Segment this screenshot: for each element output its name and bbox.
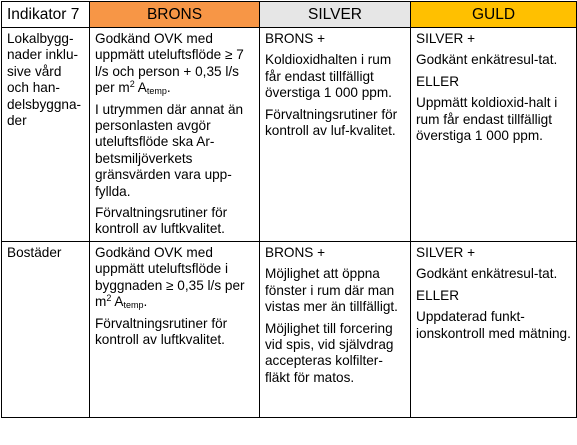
guld-cell — [411, 242, 577, 418]
header-indicator: Indikator 7 — [2, 2, 90, 28]
silver-cell — [260, 28, 411, 242]
table-row — [2, 242, 577, 418]
guld-requirement-function-check: Uppdaterad funkt-ionskontroll med mätning. — [416, 309, 571, 341]
brons-requirement-flow — [95, 245, 254, 311]
brons-text: Godkänd OVK med uppmätt uteluftsflöde ≥ 7 l/s och person + 0,35 l/s per m — [95, 31, 244, 96]
guld-requirement-survey: Godkänt enkätresul-tat. — [416, 266, 558, 282]
guld-base: SILVER + — [416, 31, 476, 46]
guld-requirement-survey: Godkänt enkätresul-tat. — [416, 52, 558, 68]
header-guld: GULD — [411, 2, 577, 28]
brons-text: Godkänd OVK med uppmätt uteluftsflöde i byggnaden ≥ 0,35 l/s per m — [95, 245, 245, 310]
guld-or: ELLER — [416, 73, 460, 89]
row-label-cell — [2, 242, 90, 418]
silver-requirement-windows: Möjlighet att öppna fönster i rum där man vistas mer än tillfälligt. — [265, 266, 398, 315]
sentence-end: . — [166, 80, 171, 96]
area-symbol: A — [134, 80, 147, 96]
guld-requirement-co2: Uppmätt koldioxid-halt i rum får endast tillfälligt överstiga 1 000 ppm. — [416, 95, 558, 144]
row-label: Bostäder — [7, 245, 62, 260]
unit-exponent: 2 — [129, 79, 135, 90]
area-subscript: temp — [146, 86, 167, 97]
brons-cell — [90, 28, 260, 242]
unit-exponent: 2 — [106, 293, 112, 304]
silver-cell — [260, 242, 411, 418]
brons-requirement-flow — [95, 31, 254, 97]
silver-base: BRONS + — [265, 31, 326, 46]
indicator-table — [1, 1, 577, 418]
row-label: Lokalbygg-nader inklu-sive vård och han-delsbyggna-der — [7, 31, 82, 129]
guld-or: ELLER — [416, 287, 460, 303]
header-brons: BRONS — [90, 2, 260, 28]
guld-cell — [411, 28, 577, 242]
brons-requirement-routines: Förvaltningsrutiner för kontroll av luftkvalitet. — [95, 205, 228, 237]
table-row — [2, 28, 577, 242]
brons-requirement-workplace: I utrymmen där annat än personlasten avgör uteluftsflöde ska Ar-betsmiljöverkets gränsvärden vara upp-fyllda. — [95, 101, 244, 199]
brons-cell — [90, 242, 260, 418]
silver-requirement-routines: Förvaltningsrutiner för kontroll av luf-kvalitet. — [265, 106, 398, 139]
brons-requirement-routines: Förvaltningsrutiner för kontroll av luftkvalitet. — [95, 315, 228, 348]
area-subscript: temp — [123, 300, 144, 311]
row-label-cell — [2, 28, 90, 242]
silver-base: BRONS + — [265, 245, 326, 260]
header-silver: SILVER — [260, 2, 411, 28]
guld-base: SILVER + — [416, 245, 476, 260]
silver-requirement-kitchen-fan: Möjlighet till forcering vid spis, vid självdrag accepteras kolfilter-fläkt för matos. — [265, 320, 394, 385]
area-symbol: A — [111, 294, 124, 310]
sentence-end: . — [143, 294, 148, 310]
silver-requirement-co2: Koldioxidhalten i rum får endast tillfälligt överstiga 1 000 ppm. — [265, 52, 392, 101]
header-row — [2, 2, 577, 28]
